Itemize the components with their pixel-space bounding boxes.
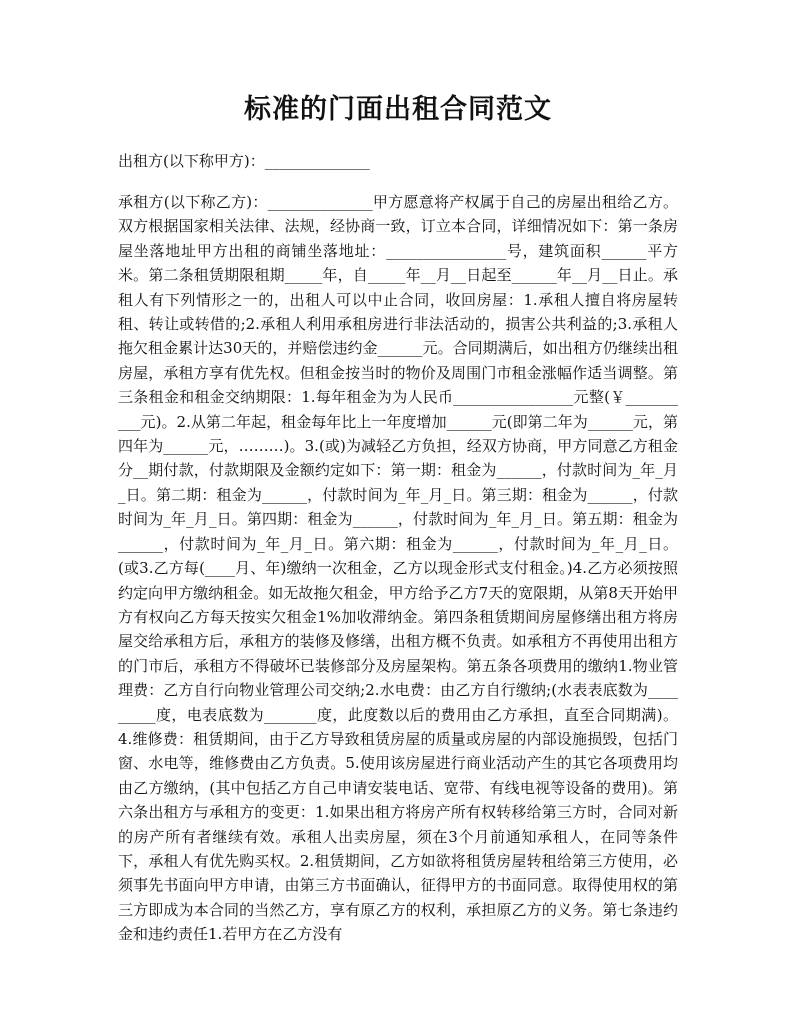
lessor-line: 出租方(以下称甲方)：______________ xyxy=(118,152,370,170)
document-title: 标准的门面出租合同范文 xyxy=(244,94,552,125)
contract-body-paragraph: 承租方(以下称乙方)：______________甲方愿意将产权属于自己的房屋出租给乙方。双方根据国家相关法律、法规，经协商一致，订立本合同，详细情况如下：第一条房屋坐落地址甲方出租的商铺坐落地址：________________号，建筑面积______平方米。第二条租赁期限租期_____年，自_____年__月__日起至______年__月__日止。承租人有下列情形之一的，出租人可以中止合同，收回房屋：1.承租人擅自将房屋转租、转让或转借的;2.承租人利用承租房进行非法活动的，损害公共利益的;3.承租人拖欠租金累计达30天的，并赔偿违约金______元。合同期满后，如出租方仍继续出租房屋，承租方享有优先权。但租金按当时的物价及周围门市租金涨幅作适当调整。第三条租金和租金交纳期限：1.每年租金为为人民币________________元整(￥__________元)。2.从第二年起，租金每年比上一年度增加______元(即第二年为______元，第四年为______元，………)。3.(或)为减轻乙方负担，经双方协商，甲方同意乙方租金分__期付款，付款期限及金额约定如下：第一期：租金为______，付款时间为_年_月_日。第二期：租金为______，付款时间为_年_月_日。第三期：租金为______，付款时间为_年_月_日。第四期：租金为______，付款时间为_年_月_日。第五期：租金为______，付款时间为_年_月_日。第六期：租金为______，付款时间为_年_月_日。(或3.乙方每(____月、年)缴纳一次租金，乙方以现金形式支付租金。)4.乙方必须按照约定向甲方缴纳租金。如无故拖欠租金，甲方给予乙方7天的宽限期，从第8天开始甲方有权向乙方每天按实欠租金1%加收滞纳金。第四条租赁期间房屋修缮出租方将房屋交给承租方后，承租方的装修及修缮，出租方概不负责。如承租方不再使用出租方的门市后，承租方不得破坏已装修部分及房屋架构。第五条各项费用的缴纳1.物业管理费：乙方自行向物业管理公司交纳;2.水电费：由乙方自行缴纳;(水表表底数为_________度，电表底数为_______度，此度数以后的费用由乙方承担，直至合同期满)。4.维修费：租赁期间，由于乙方导致租赁房屋的质量或房屋的内部设施损毁，包括门窗、水电等，维修费由乙方负责。5.使用该房屋进行商业活动产生的其它各项费用均由乙方缴纳，(其中包括乙方自己申请安装电话、宽带、有线电视等设备的费用)。第六条出租方与承租方的变更：1.如果出租方将房产所有权转移给第三方时，合同对新的房产所有者继续有效。承租人出卖房屋，须在3个月前通知承租人，在同等条件下，承租人有优先购买权。2.租赁期间，乙方如欲将租赁房屋转租给第三方使用，必须事先书面向甲方申请，由第三方书面确认，征得甲方的书面同意。取得使用权的第三方即成为本合同的当然乙方，享有原乙方的权利，承担原乙方的义务。第七条违约金和违约责任1.若甲方在乙方没有 xyxy=(118,193,678,944)
